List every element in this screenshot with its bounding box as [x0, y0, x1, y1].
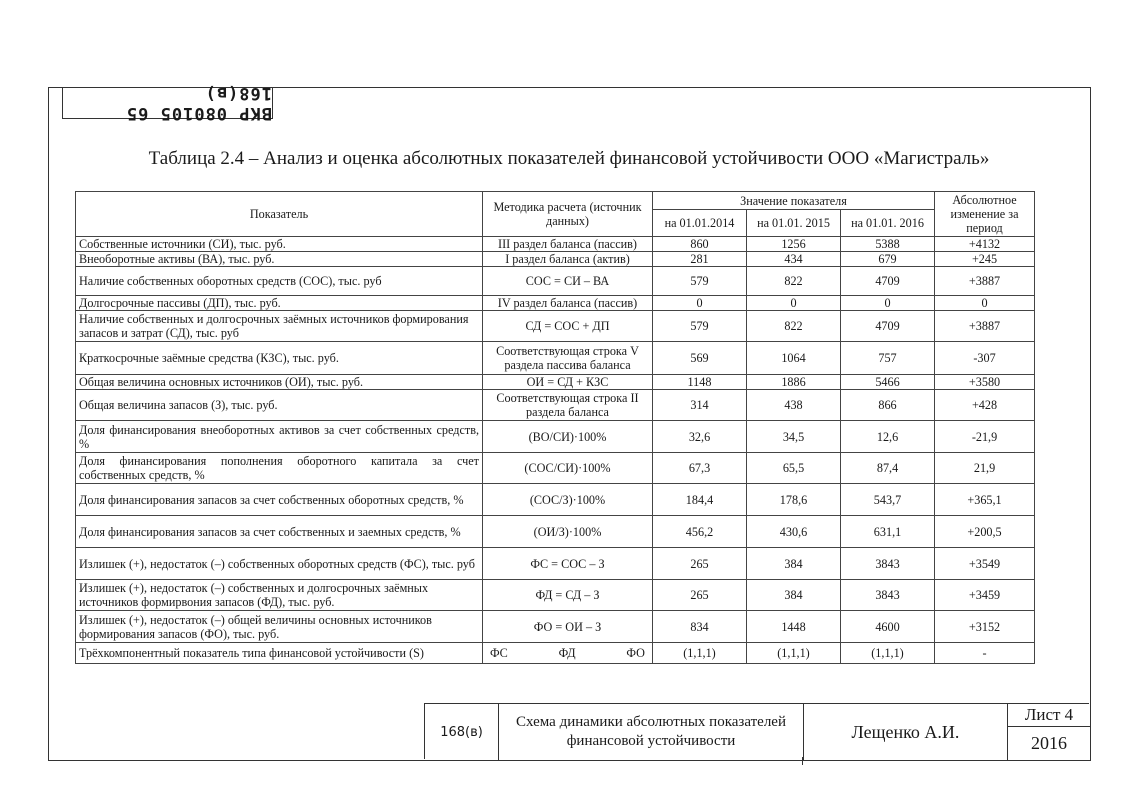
value-2014-cell: 860	[653, 237, 747, 252]
value-2016-cell: 5466	[841, 375, 935, 390]
method-cell: ОИ = СД + КЗС	[483, 375, 653, 390]
title-block-description: Схема динамики абсолютных показателей финансовой устойчивости	[499, 704, 804, 760]
value-2015-cell: 178,6	[747, 484, 841, 516]
change-cell: 21,9	[935, 453, 1035, 484]
indicator-cell: Доля финансирования запасов за счет собственных оборотных средств, %	[76, 484, 483, 516]
indicator-cell: Наличие собственных оборотных средств (СОС), тыс. руб	[76, 267, 483, 296]
table-row	[76, 453, 1035, 484]
table-row	[76, 643, 1035, 664]
change-cell: +3459	[935, 580, 1035, 611]
method-part: ФД	[558, 646, 576, 660]
indicator-cell: Краткосрочные заёмные средства (КЗС), тыс. руб.	[76, 342, 483, 375]
table-row	[76, 252, 1035, 267]
indicator-cell: Трёхкомпонентный показатель типа финансовой устойчивости (S)	[76, 643, 483, 664]
change-cell: +3887	[935, 311, 1035, 342]
value-2016-cell: 3843	[841, 580, 935, 611]
value-2014-cell: 265	[653, 548, 747, 580]
header-date-2016: на 01.01. 2016	[841, 210, 935, 237]
value-2015-cell: 384	[747, 580, 841, 611]
title-block-sheet: Лист 4	[1008, 704, 1090, 727]
table-row	[76, 611, 1035, 643]
change-cell: +428	[935, 390, 1035, 421]
method-cell: (СОС/СИ)·100%	[483, 453, 653, 484]
value-2015-cell: 822	[747, 267, 841, 296]
indicator-cell: Внеоборотные активы (ВА), тыс. руб.	[76, 252, 483, 267]
table-row	[76, 342, 1035, 375]
value-2015-cell: 384	[747, 548, 841, 580]
value-2015-cell: 1886	[747, 375, 841, 390]
method-cell: III раздел баланса (пассив)	[483, 237, 653, 252]
indicator-cell: Доля финансирования внеоборотных активов за счет собственных средств, %	[76, 421, 483, 453]
value-2014-cell: 834	[653, 611, 747, 643]
change-cell: -21,9	[935, 421, 1035, 453]
method-part: ФС	[490, 646, 508, 660]
document-stamp	[62, 83, 273, 123]
divider-line	[802, 757, 803, 765]
change-cell: +365,1	[935, 484, 1035, 516]
header-method: Методика расчета (источник данных)	[483, 192, 653, 237]
title-block-sheet-cell	[1008, 704, 1090, 760]
value-2014-cell: 0	[653, 296, 747, 311]
value-2015-cell: 65,5	[747, 453, 841, 484]
indicator-cell: Излишек (+), недостаток (–) собственных оборотных средств (ФС), тыс. руб	[76, 548, 483, 580]
financial-stability-table	[75, 191, 1035, 664]
indicator-cell: Излишек (+), недостаток (–) собственных и долгосрочных заёмных источников формирвония запасов (ФД), тыс. руб.	[76, 580, 483, 611]
value-2015-cell: 1448	[747, 611, 841, 643]
change-cell: -	[935, 643, 1035, 664]
header-date-2014: на 01.01.2014	[653, 210, 747, 237]
value-2015-cell: 1256	[747, 237, 841, 252]
indicator-cell: Доля финансирования запасов за счет собственных и заемных средств, %	[76, 516, 483, 548]
title-block-author: Лещенко А.И.	[804, 704, 1008, 760]
table-row	[76, 516, 1035, 548]
value-2016-cell: 12,6	[841, 421, 935, 453]
title-block-year: 2016	[1031, 733, 1067, 753]
table-row	[76, 580, 1035, 611]
value-2014-cell: 32,6	[653, 421, 747, 453]
value-2016-cell: 679	[841, 252, 935, 267]
header-date-2015: на 01.01. 2015	[747, 210, 841, 237]
method-cell: IV раздел баланса (пассив)	[483, 296, 653, 311]
value-2015-cell: 34,5	[747, 421, 841, 453]
method-cell: ФС = СОС – З	[483, 548, 653, 580]
method-cell: (СОС/З)·100%	[483, 484, 653, 516]
indicator-cell: Наличие собственных и долгосрочных заёмных источников формирования запасов и затрат (СД), тыс. руб	[76, 311, 483, 342]
value-2014-cell: 67,3	[653, 453, 747, 484]
value-2016-cell: 4600	[841, 611, 935, 643]
title-block	[424, 703, 1089, 759]
indicator-cell: Доля финансирования пополнения оборотного капитала за счет собственных средств, %	[76, 453, 483, 484]
table-row	[76, 375, 1035, 390]
value-2015-cell: 0	[747, 296, 841, 311]
table-title: Таблица 2.4 – Анализ и оценка абсолютных показателей финансовой устойчивости ООО «Магистраль»	[148, 148, 990, 169]
change-cell: +3549	[935, 548, 1035, 580]
value-2014-cell: 569	[653, 342, 747, 375]
value-2016-cell: 3843	[841, 548, 935, 580]
value-2015-cell: 1064	[747, 342, 841, 375]
value-2015-cell: 822	[747, 311, 841, 342]
table-row	[76, 484, 1035, 516]
indicator-cell: Долгосрочные пассивы (ДП), тыс. руб.	[76, 296, 483, 311]
table-row	[76, 421, 1035, 453]
table-row	[76, 548, 1035, 580]
value-2016-cell: (1,1,1)	[841, 643, 935, 664]
value-2014-cell: (1,1,1)	[653, 643, 747, 664]
change-cell: +3887	[935, 267, 1035, 296]
header-value: Значение показателя	[653, 192, 935, 210]
method-cell: ФО = ОИ – З	[483, 611, 653, 643]
value-2014-cell: 184,4	[653, 484, 747, 516]
value-2014-cell: 281	[653, 252, 747, 267]
change-cell: -307	[935, 342, 1035, 375]
method-cell: ФД = СД – З	[483, 580, 653, 611]
value-2016-cell: 4709	[841, 267, 935, 296]
indicator-cell: Излишек (+), недостаток (–) общей величины основных источников формирования запасов (ФО), тыс. руб.	[76, 611, 483, 643]
value-2014-cell: 265	[653, 580, 747, 611]
value-2015-cell: (1,1,1)	[747, 643, 841, 664]
table-row	[76, 311, 1035, 342]
indicator-cell: Общая величина основных источников (ОИ), тыс. руб.	[76, 375, 483, 390]
value-2014-cell: 456,2	[653, 516, 747, 548]
change-cell: +3152	[935, 611, 1035, 643]
value-2014-cell: 1148	[653, 375, 747, 390]
method-cell: Соответствующая строка II раздела баланса	[483, 390, 653, 421]
change-cell: +4132	[935, 237, 1035, 252]
value-2014-cell: 579	[653, 267, 747, 296]
value-2015-cell: 430,6	[747, 516, 841, 548]
table-row	[76, 237, 1035, 252]
method-cell: (ВО/СИ)·100%	[483, 421, 653, 453]
value-2016-cell: 631,1	[841, 516, 935, 548]
table-row	[76, 390, 1035, 421]
value-2015-cell: 434	[747, 252, 841, 267]
change-cell: 0	[935, 296, 1035, 311]
indicator-cell: Собственные источники (СИ), тыс. руб.	[76, 237, 483, 252]
indicator-cell: Общая величина запасов (З), тыс. руб.	[76, 390, 483, 421]
value-2016-cell: 5388	[841, 237, 935, 252]
change-cell: +3580	[935, 375, 1035, 390]
value-2016-cell: 0	[841, 296, 935, 311]
method-cell	[483, 643, 653, 664]
method-part: ФО	[626, 646, 645, 660]
change-cell: +200,5	[935, 516, 1035, 548]
value-2014-cell: 314	[653, 390, 747, 421]
method-cell: Соответствующая строка V раздела пассива баланса	[483, 342, 653, 375]
method-cell: СД = СОС + ДП	[483, 311, 653, 342]
method-cell: (ОИ/З)·100%	[483, 516, 653, 548]
method-cell: СОС = СИ – ВА	[483, 267, 653, 296]
value-2015-cell: 438	[747, 390, 841, 421]
change-cell: +245	[935, 252, 1035, 267]
value-2016-cell: 866	[841, 390, 935, 421]
value-2016-cell: 757	[841, 342, 935, 375]
table-row	[76, 267, 1035, 296]
table-row	[76, 296, 1035, 311]
value-2016-cell: 87,4	[841, 453, 935, 484]
stamp-text: ВКР 080105 65 168(в)	[125, 83, 272, 123]
title-block-code: 168(в)	[425, 704, 499, 760]
header-indicator: Показатель	[76, 192, 483, 237]
value-2016-cell: 543,7	[841, 484, 935, 516]
method-cell: I раздел баланса (актив)	[483, 252, 653, 267]
header-change: Абсолютное изменение за период	[935, 192, 1035, 237]
value-2016-cell: 4709	[841, 311, 935, 342]
value-2014-cell: 579	[653, 311, 747, 342]
